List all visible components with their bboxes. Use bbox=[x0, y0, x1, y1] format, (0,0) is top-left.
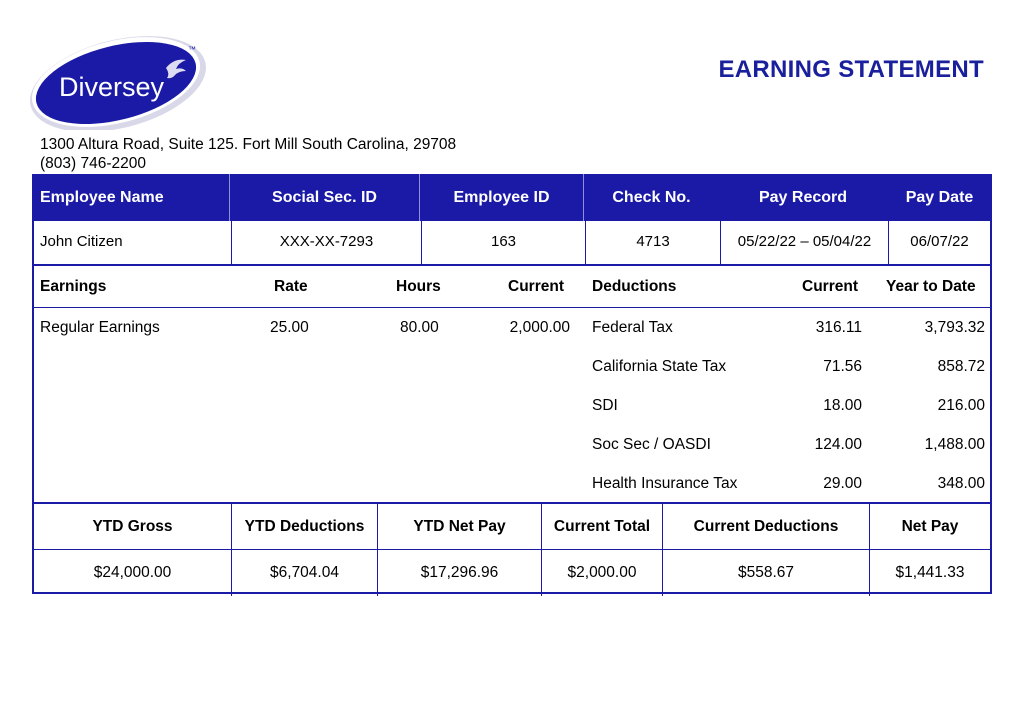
page-title: EARNING STATEMENT bbox=[718, 56, 984, 83]
employee-id: 163 bbox=[422, 219, 586, 264]
deduction-label: California State Tax bbox=[592, 358, 727, 375]
header-pay-record: Pay Record bbox=[758, 188, 848, 206]
ytd-deductions-value: $6,704.04 bbox=[232, 550, 378, 596]
ytd-net-pay-value: $17,296.96 bbox=[378, 550, 542, 596]
deduction-current: 29.00 bbox=[823, 475, 862, 492]
current-total-heading: Current Total bbox=[542, 504, 663, 549]
earning-label: Regular Earnings bbox=[40, 319, 160, 336]
header-employee-name: Employee Name bbox=[32, 174, 230, 221]
phone-line: (803) 746-2200 bbox=[40, 155, 146, 172]
deduction-current: 18.00 bbox=[823, 397, 862, 414]
deduction-ytd: 348.00 bbox=[937, 475, 985, 492]
pay-date: 06/07/22 bbox=[910, 233, 969, 250]
current-deductions-value: $558.67 bbox=[663, 550, 870, 596]
net-pay-heading: Net Pay bbox=[901, 517, 959, 535]
totals-value-row bbox=[34, 550, 990, 596]
ytd-deductions-heading: YTD Deductions bbox=[232, 504, 378, 549]
current-total-value: $2,000.00 bbox=[542, 550, 663, 596]
deduction-current: 124.00 bbox=[814, 436, 862, 453]
deduction-ytd: 1,488.00 bbox=[924, 436, 985, 453]
earnings-heading: Earnings bbox=[40, 278, 107, 295]
ytd-net-pay-heading: YTD Net Pay bbox=[378, 504, 542, 549]
trademark-mark: ™ bbox=[188, 45, 196, 54]
header-social-sec-id: Social Sec. ID bbox=[230, 174, 420, 221]
deduction-current: 71.56 bbox=[823, 358, 862, 375]
header-pay-date: Pay Date bbox=[905, 188, 974, 206]
pay-record: 05/22/22 – 05/04/22 bbox=[721, 219, 889, 264]
deduction-label: Soc Sec / OASDI bbox=[592, 436, 711, 453]
header-check-no: Check No. bbox=[612, 188, 691, 206]
earnings-deductions-table bbox=[32, 264, 992, 504]
ytd-heading: Year to Date bbox=[886, 278, 976, 295]
current-deductions-heading: Current bbox=[802, 278, 858, 295]
deduction-current: 316.11 bbox=[815, 319, 862, 336]
net-pay-value: $1,441.33 bbox=[895, 564, 965, 581]
current-earnings-heading: Current bbox=[508, 278, 564, 295]
employee-header-row bbox=[32, 174, 992, 221]
current-deductions-total-heading: Current Deductions bbox=[663, 504, 870, 549]
header-employee-id: Employee ID bbox=[420, 174, 584, 221]
employee-name: John Citizen bbox=[34, 219, 232, 264]
diversey-logo bbox=[26, 30, 216, 130]
company-address bbox=[40, 135, 456, 173]
hours-heading: Hours bbox=[396, 278, 441, 295]
deduction-ytd: 3,793.32 bbox=[924, 319, 985, 336]
earning-rate: 25.00 bbox=[270, 319, 309, 336]
logo-text: Diversey bbox=[59, 72, 165, 102]
ytd-gross-value: $24,000.00 bbox=[34, 550, 232, 596]
check-number: 4713 bbox=[586, 219, 721, 264]
totals-header-row bbox=[34, 504, 990, 550]
rate-heading: Rate bbox=[274, 278, 308, 295]
deduction-ytd: 216.00 bbox=[937, 397, 985, 414]
earning-hours: 80.00 bbox=[400, 319, 439, 336]
address-line: 1300 Altura Road, Suite 125. Fort Mill South Carolina, 29708 bbox=[40, 136, 457, 153]
employee-ssn: XXX-XX-7293 bbox=[232, 219, 422, 264]
deductions-heading: Deductions bbox=[592, 278, 677, 295]
deduction-label: Federal Tax bbox=[592, 319, 673, 336]
earning-current: 2,000.00 bbox=[509, 319, 570, 336]
totals-table bbox=[32, 502, 992, 594]
deduction-label: Health Insurance Tax bbox=[592, 475, 738, 492]
deduction-label: SDI bbox=[592, 397, 618, 414]
deduction-ytd: 858.72 bbox=[937, 358, 985, 375]
employee-info-row bbox=[32, 219, 992, 266]
ytd-gross-heading: YTD Gross bbox=[34, 504, 232, 549]
